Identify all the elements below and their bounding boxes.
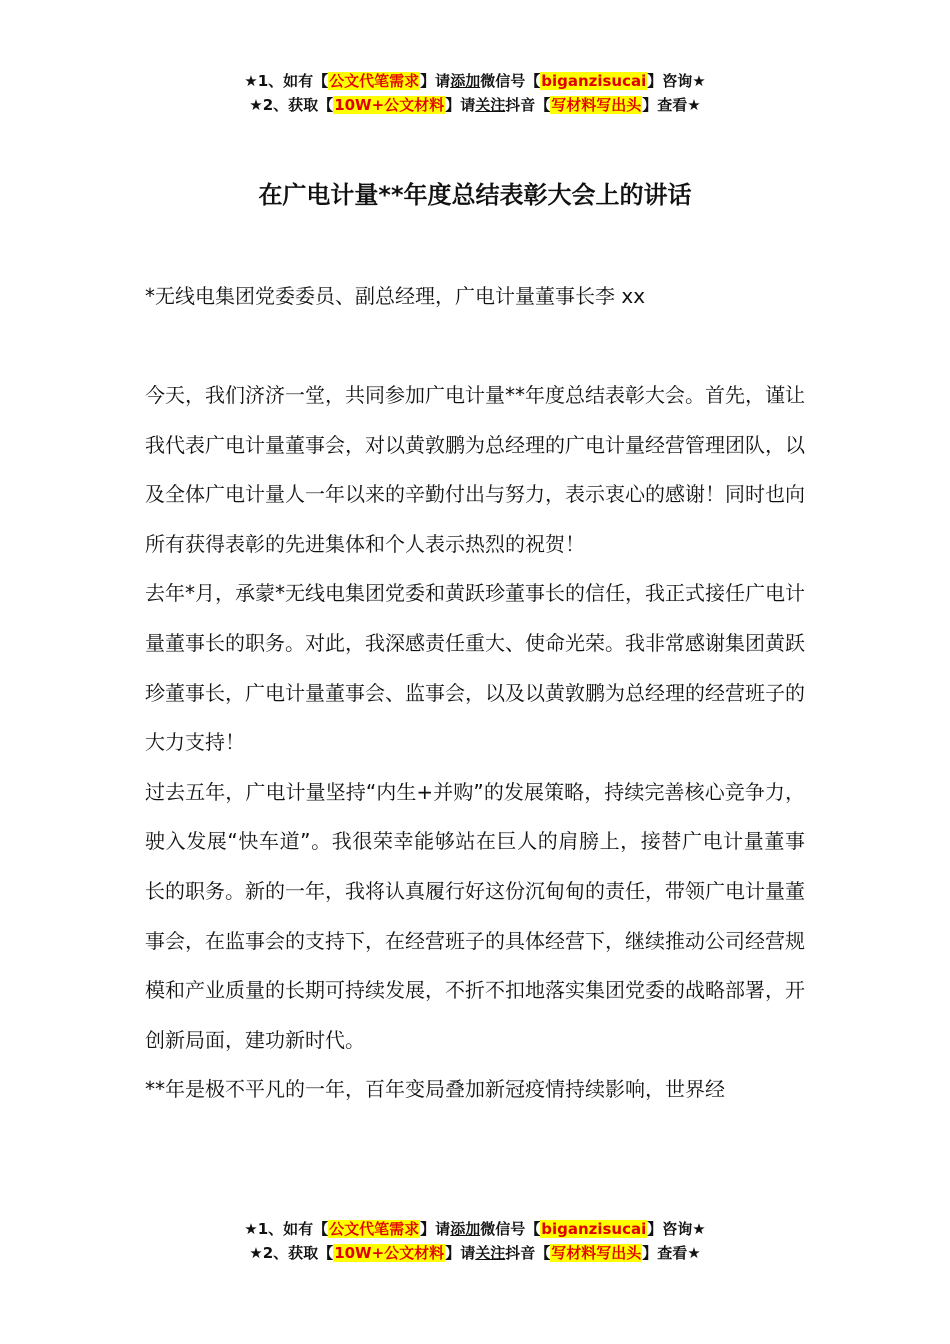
banner-line-2 <box>0 93 950 117</box>
emphasis-text: 关注 <box>475 96 506 114</box>
highlight-text: biganzisucai <box>541 72 647 90</box>
banner-text: 】查看★ <box>642 96 701 114</box>
banner-line-2 <box>0 1241 950 1265</box>
banner-text: ★2、获取【 <box>249 96 334 114</box>
banner-text: 】咨询★ <box>647 72 706 90</box>
highlight-text: 公文代笔需求 <box>329 1220 420 1238</box>
highlight-text: biganzisucai <box>541 1220 647 1238</box>
banner-text: 】请 <box>445 96 476 114</box>
paragraph: **年是极不平凡的一年，百年变局叠加新冠疫情持续影响，世界经 <box>145 1077 725 1102</box>
banner-text: ★1、如有【 <box>244 1220 329 1238</box>
emphasis-text: 添加 <box>450 72 481 90</box>
document-body <box>145 371 805 1115</box>
speaker-line: *无线电集团党委委员、副总经理，广电计量董事长李 xx <box>145 284 646 308</box>
banner-text: 抖音【 <box>505 96 551 114</box>
emphasis-text: 添加 <box>450 1220 481 1238</box>
highlight-text: 10W+公文材料 <box>334 96 445 114</box>
highlight-text: 写材料写出头 <box>551 1244 642 1262</box>
banner-line-1 <box>0 69 950 93</box>
highlight-text: 写材料写出头 <box>551 96 642 114</box>
banner-text: 】请 <box>420 72 451 90</box>
document-title: 在广电计量**年度总结表彰大会上的讲话 <box>258 181 692 209</box>
paragraph: 去年*月，承蒙*无线电集团党委和黄跃珍董事长的信任，我正式接任广电计量董事长的职务。对此，我深感责任重大、使命光荣。我非常感谢集团黄跃珍董事长，广电计量董事会、监事会，以及以黄敦鹏为总经理的经营班子的大力支持！ <box>145 581 805 755</box>
banner-text: ★2、获取【 <box>249 1244 334 1262</box>
header-banner <box>0 69 950 117</box>
paragraph: 过去五年，广电计量坚持“内生+并购”的发展策略，持续完善核心竞争力，驶入发展“快车道”。我很荣幸能够站在巨人的肩膀上，接替广电计量董事长的职务。新的一年，我将认真履行好这份沉甸甸的责任，带领广电计量董事会，在监事会的支持下，在经营班子的具体经营下，继续推动公司经营规模和产业质量的长期可持续发展，不折不扣地落实集团党委的战略部署，开创新局面，建功新时代。 <box>145 779 805 1052</box>
banner-text: ★1、如有【 <box>244 72 329 90</box>
banner-text: 】请 <box>420 1220 451 1238</box>
emphasis-text: 关注 <box>475 1244 506 1262</box>
footer-banner <box>0 1217 950 1265</box>
banner-text: 】请 <box>445 1244 476 1262</box>
banner-text: 微信号【 <box>480 72 541 90</box>
highlight-text: 10W+公文材料 <box>334 1244 445 1262</box>
banner-text: 微信号【 <box>480 1220 541 1238</box>
paragraph: 今天，我们济济一堂，共同参加广电计量**年度总结表彰大会。首先，谨让我代表广电计量董事会，对以黄敦鹏为总经理的广电计量经营管理团队，以及全体广电计量人一年以来的辛勤付出与努力，表示衷心的感谢！同时也向所有获得表彰的先进集体和个人表示热烈的祝贺！ <box>145 383 805 556</box>
banner-line-1 <box>0 1217 950 1241</box>
banner-text: 】咨询★ <box>647 1220 706 1238</box>
banner-text: 抖音【 <box>505 1244 551 1262</box>
banner-text: 】查看★ <box>642 1244 701 1262</box>
highlight-text: 公文代笔需求 <box>329 72 420 90</box>
